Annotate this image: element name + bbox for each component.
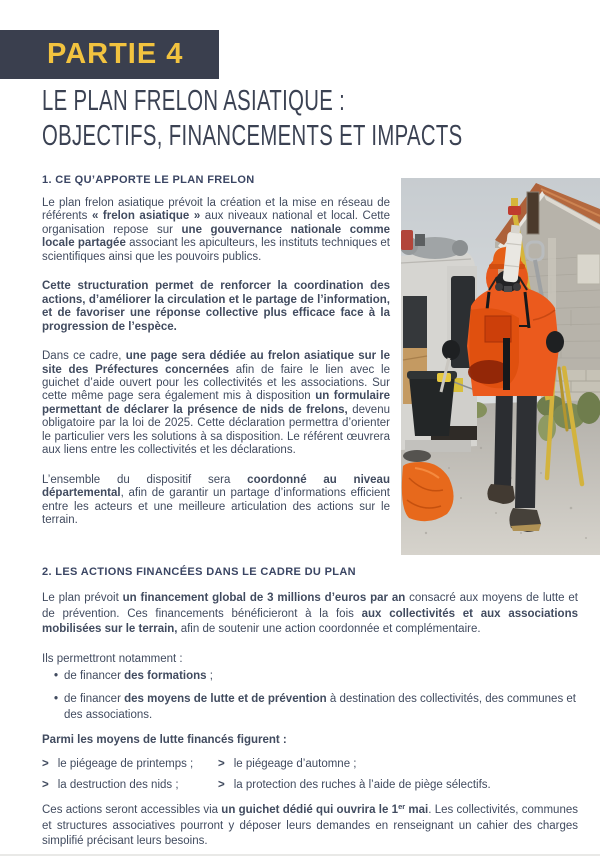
page-title-line2: OBJECTIFS, FINANCEMENTS ET IMPACTS [42, 119, 463, 152]
right-leg [515, 390, 537, 508]
arrow-item-label: la destruction des nids ; [57, 779, 179, 792]
arrow-bullet-icon: > [42, 779, 49, 792]
arrow-item-label: le piégeage de printemps ; [57, 757, 194, 770]
right-glove [546, 331, 564, 353]
section-2 [42, 566, 578, 850]
bullet-item: • de financer des moyens de lutte et de prévention à destination des collectivités, des communes et des associations. [42, 692, 578, 723]
arrow-item [42, 778, 218, 794]
left-leg [494, 390, 513, 488]
section-1-paragraph: L’ensemble du dispositif sera coordonné au niveau départemental, afin de garantir un partage d’informations efficient entre les acteurs et une meilleure articulation des actions sur le terrain. [42, 473, 390, 527]
left-glove [442, 340, 460, 360]
arrow-item [42, 757, 218, 773]
financing-bullet-list [42, 669, 578, 723]
financed-means-list [42, 757, 578, 794]
part-badge [0, 30, 219, 79]
arrow-bullet-icon: > [218, 757, 225, 770]
section-2-heading: 2. LES ACTIONS FINANCÉES DANS LE CADRE DU PLAN [42, 566, 356, 578]
section-1-heading: 1. CE QU’APPORTE LE PLAN FRELON [42, 174, 255, 186]
photo-illustration [401, 178, 600, 555]
section-1-paragraph: Dans ce cadre, une page sera dédiée au frelon asiatique sur le site des Préfectures concernées afin de faire le lien avec le guichet d’aide ouvert pour les collectivités et les associations. Sur cette même page sera également mis à disposition un formulaire permettant de déclarer la présence de nids de frelons, devenu obligatoire par la loi de 2025. Cette déclaration permettra d’orienter le particulier vers les solutions à sa disposition. Le référent œuvrera aux liens entre les collectivités et les déclarations. [42, 350, 390, 457]
arrow-bullet-icon: > [218, 779, 225, 792]
hornet-technician-photo [401, 178, 600, 555]
arrow-item-label: le piégeage d’automne ; [233, 757, 357, 770]
arrow-item [218, 757, 578, 773]
section-1-paragraph: Le plan frelon asiatique prévoit la création et la mise en réseau de référents « frelon asiatique » aux niveaux national et local. Cette organisation repose sur une gouvernance nationale comme locale partagée associant les apiculteurs, les instituts techniques et scientifiques ainsi que les pouvoirs publics. [42, 197, 390, 263]
page-title [42, 84, 463, 153]
arrow-item-label: la protection des ruches à l’aide de piège sélectifs. [233, 779, 491, 792]
section-1-paragraph: Cette structuration permet de renforcer la coordination des actions, d’améliorer la circulation et le partage de l’information, et de favoriser une réponse collective plus efficace face à la progression de l’espèce. [42, 280, 390, 333]
arrow-item [218, 778, 578, 794]
section-2-intro: Le plan prévoit un financement global de 3 millions d’euros par an consacré aux moyens de lutte et de prévention. Ces financements bénéficieront à la fois aux collectivités et aux associations mobilisées sur le terrain, afin de soutenir une action coordonnée et complémentaire. [42, 592, 579, 636]
bullet-item: • de financer des formations ; [42, 669, 578, 685]
section-1 [42, 174, 390, 544]
arrow-bullet-icon: > [42, 757, 49, 770]
bullet-list-intro: Ils permettront notamment : [42, 652, 183, 665]
house-recess [577, 254, 600, 284]
part-badge-label: PARTIE 4 [47, 38, 184, 70]
section-2-closing: Ces actions seront accessibles via un guichet dédié qui ouvrira le 1er mai. Les collectivités, communes et structures associatives pourront y déposer leurs demandes en renseignant un cahier des charges simplifié précisant leurs besoins. [42, 801, 578, 848]
page-title-line1: LE PLAN FRELON ASIATIQUE : [42, 85, 346, 117]
house-window [527, 192, 539, 234]
financed-means-heading: Parmi les moyens de lutte financés figurent : [42, 734, 287, 747]
